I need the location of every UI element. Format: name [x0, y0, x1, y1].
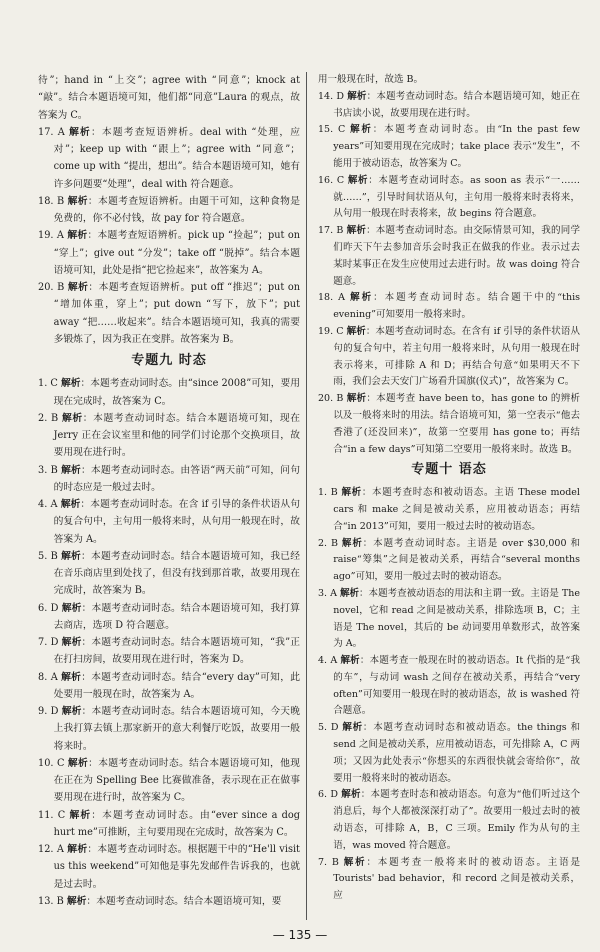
answer-item	[38, 375, 300, 410]
answer-number: 7. B	[318, 856, 339, 868]
analysis-text: ：本题考查短语辨析。put off “推迟”；put on “增加体重，穿上”；put down “写下，放下”；put away “把……收起来”。结合本题语境可知，我真的需要多锻炼了，因为我正在变胖。故答案为 B。	[53, 282, 300, 345]
answer-item	[318, 653, 580, 720]
analysis-label: 解析	[69, 126, 91, 138]
answer-number: 19. A	[38, 230, 64, 242]
answer-item	[318, 391, 580, 458]
answer-item	[38, 669, 300, 704]
analysis-label: 解析	[347, 174, 369, 186]
answer-number: 10. C	[38, 757, 65, 769]
analysis-label: 解析	[343, 856, 367, 868]
analysis-label: 解析	[346, 225, 367, 237]
answer-number: 6. D	[38, 602, 59, 614]
analysis-text: ：本题考查动词时态。在含 if 引导的条件状语从句的复合句中，主句用一般将来时，从句用一般现在时，故答案为 A。	[53, 499, 300, 545]
continued-text: 用一般现在时，故选 B。	[318, 74, 424, 85]
section-heading: 专题十 语态	[411, 462, 487, 478]
answer-number: 3. B	[38, 464, 58, 476]
analysis-text: ：本题考查动词时态。由“In the past few years”可知要用现在完成时；take place 表示“发生”，不能用于被动语态，故答案为 C。	[333, 124, 580, 169]
answer-number: 19. C	[318, 325, 344, 337]
analysis-label: 解析	[341, 537, 363, 549]
analysis-label: 解析	[346, 393, 367, 405]
analysis-label: 解析	[347, 90, 367, 102]
answer-number: 2. B	[38, 412, 59, 424]
answer-number: 4. A	[318, 655, 338, 667]
analysis-text: ：本题考查动词时态。由交际情景可知，我的同学们昨天下午去参加音乐会时我正在做我的作业。表示过去某时某事正在发生应使用过去进行时。故 was doing 符合题意。	[333, 225, 580, 287]
answer-number: 5. B	[38, 550, 58, 562]
analysis-text: ：本题考查短语辨析。由题干可知，这种食物是免费的，你不必付钱，故 pay for 符合题意。	[53, 195, 300, 224]
answer-item	[38, 893, 300, 910]
analysis-label: 解析	[350, 124, 373, 136]
answer-item	[318, 290, 580, 324]
answer-number: 12. A	[38, 844, 64, 855]
right-column	[318, 72, 580, 905]
answer-number: 20. B	[38, 282, 65, 293]
analysis-label: 解析	[340, 655, 360, 667]
analysis-text: ：本题考查动词时态。as soon as 表示“一……就……”，引导时间状语从句，主句用一般将来时表将来，从句用一般现在时表将来，故 begins 符合题意。	[333, 174, 580, 220]
answer-item	[38, 193, 300, 228]
analysis-label: 解析	[61, 602, 82, 614]
analysis-label: 解析	[67, 195, 88, 207]
answer-item	[38, 279, 300, 348]
answer-number: 2. B	[318, 537, 338, 549]
answer-item	[318, 855, 580, 905]
column-divider	[306, 72, 307, 920]
answer-item	[38, 548, 300, 600]
answer-item	[318, 586, 580, 653]
page-number: — 135 —	[272, 928, 328, 942]
analysis-text: ：本题考查被动语态的用法和主谓一致。主语是 The novel，它和 read 之间是被动关系，排除选项 B，C；主语是 The novel，其后的 be 动词要用单数形式，故答案为 A。	[333, 587, 580, 650]
analysis-text: ：本题考查一般将来时的被动语态。主语是 Tourists' bad behavior，和 record 之间是被动关系，应	[333, 856, 580, 902]
analysis-label: 解析	[67, 757, 89, 769]
answer-number: 4. A	[38, 499, 58, 510]
answer-item	[38, 496, 300, 548]
answer-item	[38, 703, 300, 755]
analysis-label: 解析	[350, 292, 374, 304]
section-heading: 专题九 时态	[131, 353, 207, 368]
answer-number: 1. B	[318, 487, 338, 499]
analysis-text: ：本题考查动词时态。结合本题语境可知，现在 Jerry 正在会议室里和他的同学们讨论那个交换项目，故要用现在进行时。	[53, 412, 301, 459]
analysis-text: ：本题考查动词时态。结合本题语境可知，今天晚上我打算去镇上那家新开的意大利餐厅吃饭，故要用一般将来时。	[53, 706, 300, 752]
answer-item	[38, 807, 300, 842]
analysis-label: 解析	[60, 378, 81, 390]
analysis-text: ：本题考查时态和被动语态。句意为“他们听过这个消息后，每个人都被深深打动了”。故要用一般过去时的被动语态，可排除 A，B，C 三项。Emily 作为从句的主语，was moved 符合题意。	[333, 789, 580, 851]
answer-number: 16. C	[318, 174, 345, 186]
answer-number: 17. A	[38, 126, 65, 138]
answer-item	[38, 410, 300, 462]
analysis-text: ：本题考查动词时态。结合题干中的“this evening”可知要用一般将来时。	[333, 292, 580, 321]
analysis-text: ：本题考查动词时态。结合“every day”可知，此处要用一般现在时，故答案为 A。	[53, 671, 300, 700]
analysis-label: 解析	[69, 809, 92, 821]
answer-item	[318, 536, 580, 586]
analysis-text: ：本题考查短语辨析。pick up “捡起”；put on “穿上”；give out “分发”；take off “脱掉”。结合本题语境可知，此处是指“把它捡起来”，故答案为 A。	[53, 230, 301, 276]
left-column	[38, 72, 300, 910]
analysis-label: 解析	[67, 844, 88, 855]
analysis-text: ：本题考查动词时态。结合本题语境可知，我打算去商店，选项 D 符合题意。	[53, 602, 300, 631]
answer-item	[38, 755, 300, 807]
answer-number: 20. B	[318, 393, 344, 405]
analysis-label: 解析	[67, 230, 88, 242]
answer-number: 9. D	[38, 706, 59, 717]
answer-item	[38, 634, 300, 669]
analysis-text: ：本题考查动词时态。结合本题语境可知，我已经在音乐商店里到处找了，但没有找到那首歌，故要用现在完成时，故答案为 B。	[53, 550, 300, 597]
analysis-text: ：本题考查时态和被动语态。主语 These model cars 和 make 之间是被动关系，应用被动语态；再结合“in 2013”可知，要用一般过去时的被动语态。	[333, 487, 580, 532]
answer-item	[38, 600, 300, 635]
answer-number: 18. B	[38, 195, 65, 207]
analysis-label: 解析	[341, 789, 361, 801]
answer-number: 14. D	[318, 90, 344, 102]
analysis-text: ：本题考查动词时态。在含有 if 引导的条件状语从句的复合句中，若主句用一般将来时，从句用一般现在时表示将来，可排除 A 和 D；再结合句意“如果明天不下雨，我们会去天安门广场看升国旗(仪式)”，故答案为 C。	[333, 325, 580, 388]
analysis-text: ：本题考查动词时态。由“since 2008”可知，要用现在完成时，故答案为 C。	[53, 378, 300, 407]
answer-number: 5. D	[318, 722, 339, 734]
answer-number: 17. B	[318, 225, 344, 237]
analysis-label: 解析	[61, 706, 82, 717]
analysis-label: 解析	[60, 499, 81, 510]
analysis-text: ：本题考查一般现在时的被动语态。It 代指的是“我的车”，与动词 wash 之间存在被动关系，再结合“very often”可知要用一般现在时的被动语态，故 is washed 符合题意。	[333, 655, 580, 717]
analysis-label: 解析	[340, 587, 360, 599]
analysis-label: 解析	[61, 637, 82, 648]
answer-item	[318, 122, 580, 172]
analysis-text: ：本题考查动词时态。由答语“两天前”可知，问句的时态应是一般过去时。	[53, 464, 300, 493]
answer-item	[318, 223, 580, 290]
analysis-text: ：本题考查动词时态。由“ever since a dog hurt me”可推断，主句要用现在完成时，故答案为 C。	[53, 809, 301, 838]
analysis-label: 解析	[346, 325, 366, 337]
analysis-text: ：本题考查动词时态和被动语态。the things 和 send 之间是被动关系，应用被动语态，可先排除 A，C 两项；又因为此处表示“你想买的东西很快就会寄给你”，故要用一般将来时的被动语态。	[333, 722, 580, 784]
answer-number: 1. C	[38, 378, 58, 390]
analysis-label: 解析	[61, 412, 83, 424]
analysis-text: ：本题考查短语辨析。deal with “处理，应对”；keep up with “跟上”；agree with “同意”；come up with “提出，想出”。结合本题语境可知，她有许多问题要“处理”，deal with 符合题意。	[53, 126, 300, 190]
answer-number: 6. D	[318, 789, 338, 801]
answer-item	[318, 787, 580, 854]
analysis-label: 解析	[66, 895, 87, 907]
answer-item	[38, 227, 300, 279]
answer-item	[38, 841, 300, 893]
analysis-text: ：本题考查动词时态。根据题干中的“He'll visit us this weekend”可知他是事先发邮件告诉我的，也就是过去时。	[53, 844, 300, 890]
analysis-label: 解析	[341, 487, 362, 499]
answer-number: 15. C	[318, 124, 346, 136]
answer-item	[318, 485, 580, 535]
analysis-label: 解析	[342, 722, 363, 734]
answer-number: 7. D	[38, 637, 59, 648]
continued-text: 待”；hand in “上交”；agree with “同意”；knock at “敲”。结合本题语境可知，他们都“同意”Laura 的观点，故答案为 C。	[38, 75, 300, 121]
analysis-text: ：本题考查动词时态。结合本题语境可知，他现在正在为 Spelling Bee 比赛做准备，表示现在正在做事要用现在进行时，故答案为 C。	[53, 757, 300, 804]
answer-item	[318, 720, 580, 787]
analysis-label: 解析	[61, 550, 82, 562]
analysis-text: ：本题考查动词时态。结合本题语境可知，她正在书店读小说，故要用现在进行时。	[333, 90, 580, 119]
analysis-label: 解析	[61, 464, 81, 476]
analysis-label: 解析	[61, 671, 82, 683]
answer-item	[318, 89, 580, 123]
analysis-text: ：本题考查动词时态。结合本题语境可知，要	[86, 895, 282, 907]
answer-item	[38, 462, 300, 497]
answer-number: 13. B	[38, 895, 64, 907]
analysis-text: ：本题考查动词时态。结合本题语境可知，“我”正在打扫房间，故要用现在进行时，答案为 D。	[53, 637, 300, 666]
answer-item	[318, 173, 580, 223]
analysis-text: ：本题考查 have been to，has gone to 的辨析以及一般将来时的用法。结合语境可知，第一空表示“他去香港了(还没回来)”，故第一空要用 has gone to；再结合“in a few days”可知第二空要用一般将来时。故选 B。	[333, 393, 580, 455]
analysis-text: ：本题考查动词时态。主语是 over $30,000 和 raise“筹集”之间是被动关系，再结合“several months ago”可知，要用一般过去时的被动语态。	[333, 537, 580, 583]
analysis-label: 解析	[67, 282, 89, 293]
answer-item	[318, 324, 580, 391]
answer-item	[38, 124, 300, 193]
answer-number: 3. A	[318, 587, 337, 599]
answer-number: 8. A	[38, 671, 58, 683]
answer-number: 18. A	[318, 292, 346, 304]
answer-number: 11. C	[38, 809, 66, 821]
